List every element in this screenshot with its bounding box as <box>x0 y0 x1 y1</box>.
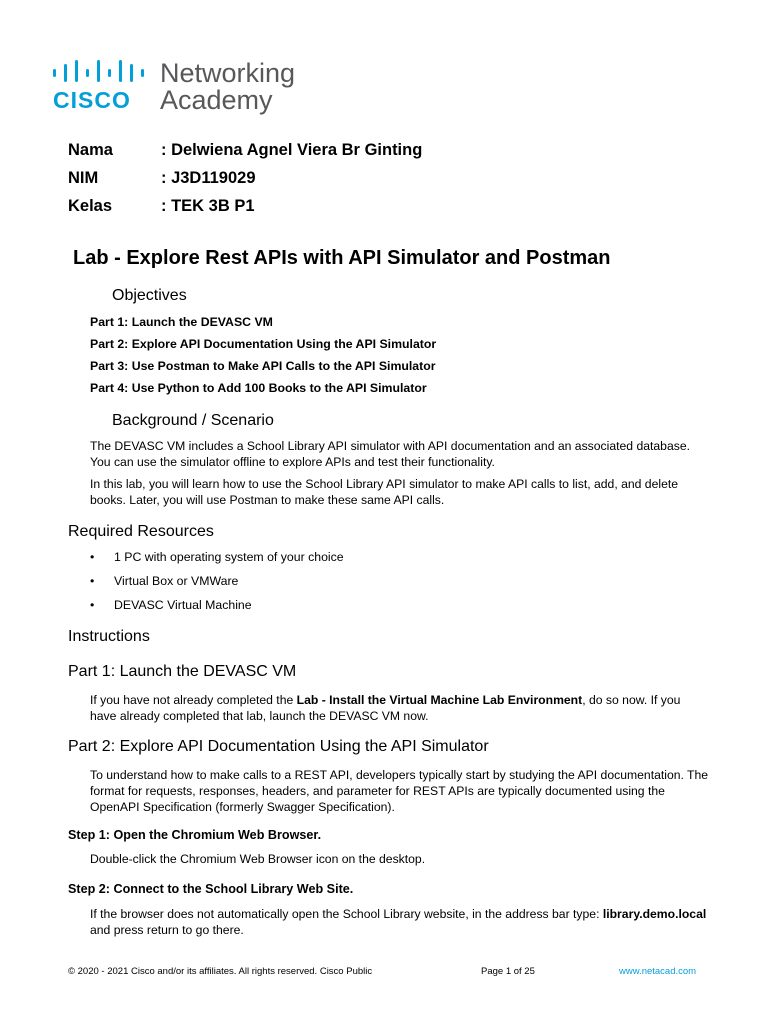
part2-paragraph: To understand how to make calls to a REST API, developers typically start by studying the API documentation. The format for requests, responses, headers, and parameter for REST APIs are typically documented using the OpenAPI Specification (formerly Swagger Specification). <box>90 768 709 814</box>
cisco-networking-academy-logo <box>52 58 312 118</box>
identity-label: NIM <box>68 168 99 187</box>
cisco-bars-icon <box>52 60 152 82</box>
step1-text: Double-click the Chromium Web Browser icon on the desktop. <box>90 852 426 866</box>
background-paragraph-2: In this lab, you will learn how to use the School Library API simulator to make API calls to list, add, and delete books. Later, you will use Postman to make these same API calls. <box>90 477 679 507</box>
part1-text: If you have not already completed the <box>90 693 297 707</box>
identity-label: Nama <box>68 140 113 159</box>
objective-item: Part 3: Use Postman to Make API Calls to the API Simulator <box>90 359 436 373</box>
resource-list-item <box>90 550 344 564</box>
resource-list-item <box>90 574 238 588</box>
identity-value: : TEK 3B P1 <box>161 196 255 215</box>
step2-heading: Step 2: Connect to the School Library Web Site. <box>68 882 354 896</box>
objective-item: Part 1: Launch the DEVASC VM <box>90 315 273 329</box>
identity-row-nim <box>68 164 422 192</box>
background-heading: Background / Scenario <box>112 412 274 429</box>
identity-value: : J3D119029 <box>161 168 256 187</box>
objective-item: Part 4: Use Python to Add 100 Books to the API Simulator <box>90 381 427 395</box>
cisco-wordmark: CISCO <box>53 87 131 113</box>
bullet-icon: • <box>90 550 95 564</box>
step2-url: library.demo.local <box>602 907 707 921</box>
logo-academy-text: Academy <box>160 85 273 115</box>
identity-row-nama <box>68 136 422 164</box>
identity-label: Kelas <box>68 196 113 215</box>
footer-copyright: © 2020 - 2021 Cisco and/or its affiliates. All rights reserved. Cisco Public <box>68 966 373 977</box>
resource-text: Virtual Box or VMWare <box>114 574 239 588</box>
step1-heading: Step 1: Open the Chromium Web Browser. <box>68 828 322 842</box>
logo-networking-text: Networking <box>160 58 296 88</box>
resource-list-item <box>90 598 252 612</box>
part1-heading: Part 1: Launch the DEVASC VM <box>68 663 297 680</box>
instructions-heading: Instructions <box>68 628 150 645</box>
part1-lab-reference: Lab - Install the Virtual Machine Lab Environment <box>296 693 583 707</box>
resource-text: DEVASC Virtual Machine <box>114 598 252 612</box>
bullet-icon: • <box>90 598 95 612</box>
required-resources-heading: Required Resources <box>68 523 214 540</box>
part1-paragraph <box>90 692 710 724</box>
document-title: Lab - Explore Rest APIs with API Simulator and Postman <box>73 247 611 269</box>
objective-item: Part 2: Explore API Documentation Using the API Simulator <box>90 337 437 351</box>
resource-text: 1 PC with operating system of your choice <box>114 550 344 564</box>
footer-page-number: Page 1 of 25 <box>481 966 535 977</box>
part2-heading: Part 2: Explore API Documentation Using the API Simulator <box>68 738 489 755</box>
bullet-icon: • <box>90 574 95 588</box>
step2-text: If the browser does not automatically open the School Library website, in the address bar type: <box>90 907 603 921</box>
step2-text: and press return to go there. <box>90 923 244 937</box>
student-identity <box>68 136 422 220</box>
step2-paragraph <box>90 906 710 938</box>
identity-value: : Delwiena Agnel Viera Br Ginting <box>161 140 423 159</box>
footer-link[interactable]: www.netacad.com <box>619 966 697 977</box>
objectives-heading: Objectives <box>112 287 187 304</box>
identity-row-kelas <box>68 192 422 220</box>
background-paragraph-1: The DEVASC VM includes a School Library API simulator with API documentation and an associated database. You can use the simulator offline to explore APIs and test their functionality. <box>90 439 690 469</box>
part1-text: , do so now. If you have already completed that lab, launch the DEVASC VM now. <box>90 693 681 723</box>
